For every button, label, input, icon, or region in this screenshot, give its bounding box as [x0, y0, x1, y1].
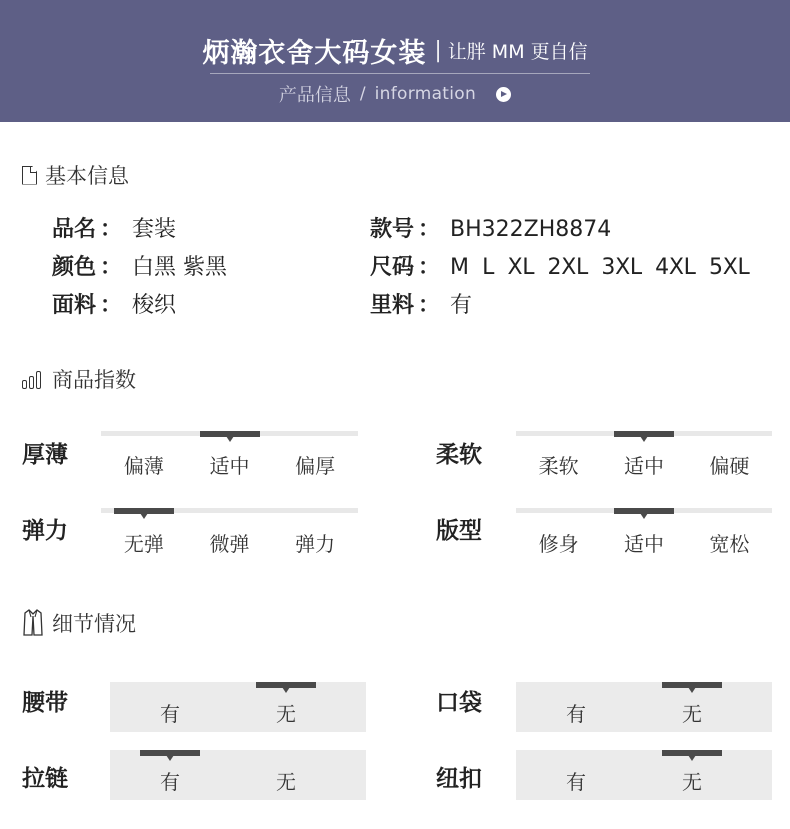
info-size-label: 尺码 [370, 255, 415, 280]
info-size-value: M L XL 2XL 3XL 4XL 5XL [450, 255, 750, 280]
section-product-index [22, 364, 136, 394]
detail-option: 无 [276, 770, 296, 794]
info-style-value: BH322ZH8874 [450, 217, 612, 242]
info-color [52, 252, 227, 284]
index-label: 弹力 [22, 518, 68, 544]
section-details [22, 608, 136, 638]
brand-separator: | [434, 37, 442, 63]
info-name-value: 套装 [132, 217, 177, 242]
header-banner [0, 0, 790, 122]
info-size [370, 252, 749, 284]
index-option: 适中 [209, 454, 250, 478]
detail-marker [140, 750, 200, 756]
index-marker [614, 431, 674, 437]
detail-option: 有 [160, 702, 180, 726]
index-marker [614, 508, 674, 514]
index-option: 弹力 [295, 532, 336, 556]
index-option: 柔软 [538, 454, 579, 478]
index-option: 宽松 [709, 532, 750, 556]
info-color-label: 颜色 [52, 255, 97, 280]
info-lining-value: 有 [450, 293, 473, 318]
info-name [52, 214, 176, 246]
detail-option: 无 [682, 770, 702, 794]
detail-label: 腰带 [22, 690, 68, 716]
index-label: 版型 [436, 518, 482, 544]
subtitle-cn: 产品信息 [278, 85, 351, 106]
info-colon: ： [418, 217, 441, 242]
index-marker [200, 431, 260, 437]
section-details-title: 细节情况 [52, 612, 136, 636]
coat-icon [22, 608, 44, 638]
info-colon: ： [418, 293, 441, 318]
detail-option: 有 [566, 702, 586, 726]
detail-option: 无 [276, 702, 296, 726]
brand-row [0, 30, 790, 70]
detail-marker [662, 682, 722, 688]
section-basic-title: 基本信息 [45, 164, 129, 188]
info-color-value: 白黑 紫黑 [132, 255, 228, 280]
index-option: 修身 [538, 532, 579, 556]
index-option: 偏薄 [123, 454, 164, 478]
detail-label: 口袋 [436, 690, 482, 716]
document-icon [22, 166, 37, 185]
detail-marker [662, 750, 722, 756]
info-lining [370, 290, 472, 322]
index-label: 柔软 [436, 442, 482, 468]
index-option: 偏硬 [709, 454, 750, 478]
info-style-label: 款号 [370, 217, 415, 242]
index-marker [114, 508, 174, 514]
subtitle-en: information [374, 84, 477, 104]
index-option: 适中 [624, 532, 664, 556]
info-style [370, 214, 611, 246]
detail-option: 有 [160, 770, 180, 794]
detail-option: 有 [566, 770, 586, 794]
index-option: 微弹 [209, 532, 250, 556]
info-name-label: 品名 [52, 217, 97, 242]
info-fabric [52, 290, 176, 322]
info-fabric-label: 面料 [52, 293, 97, 318]
header-divider [210, 73, 590, 74]
info-colon: ： [418, 255, 441, 280]
info-lining-label: 里料 [370, 293, 415, 318]
section-basic-info [22, 160, 129, 190]
info-colon: ： [100, 217, 123, 242]
detail-label: 拉链 [22, 766, 68, 792]
play-icon [496, 87, 511, 102]
detail-marker [256, 682, 316, 688]
bar-chart-icon [22, 369, 44, 389]
subtitle-row [0, 80, 790, 108]
brand-slogan: 让胖 MM 更自信 [447, 40, 588, 63]
subtitle-slash: / [359, 84, 366, 104]
info-fabric-value: 梭织 [132, 293, 177, 318]
index-option: 适中 [624, 454, 664, 478]
index-label: 厚薄 [22, 442, 68, 468]
info-colon: ： [100, 293, 123, 318]
info-colon: ： [100, 255, 123, 280]
brand-name: 炳瀚衣舍大码女装 [202, 37, 427, 69]
index-option: 无弹 [123, 532, 164, 556]
section-index-title: 商品指数 [52, 368, 136, 392]
detail-option: 无 [682, 702, 702, 726]
detail-label: 纽扣 [436, 766, 482, 792]
index-option: 偏厚 [295, 454, 336, 478]
